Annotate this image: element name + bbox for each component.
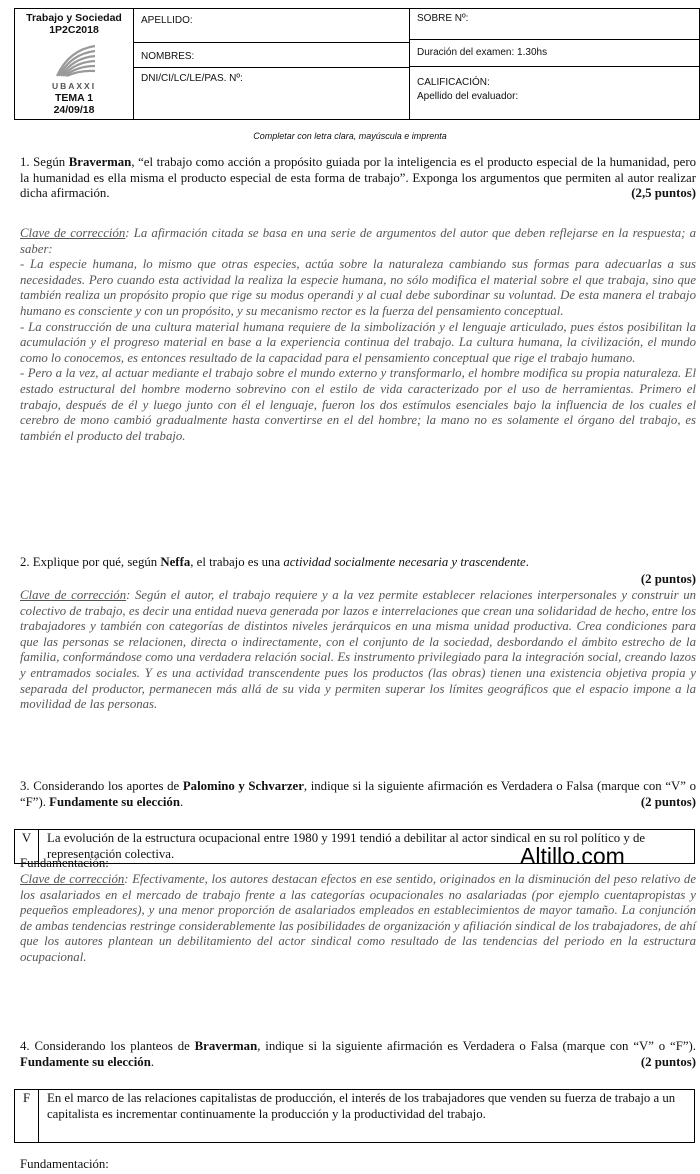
q4-statement: En el marco de las relaciones capitalistas de producción, el interés de los trabajadores que venden su fuerza de trabajo a un capitalista es incrementar continuamente la producción y la productividad del trabajo.	[47, 1091, 676, 1121]
instructions: Completar con letra clara, mayúscula e imprenta	[253, 131, 447, 141]
q3-fund-label: Fundamentación:	[20, 856, 109, 870]
q3-author: Palomino y Schvarzer	[182, 779, 304, 793]
q4-author: Braverman	[194, 1039, 258, 1053]
q4-statement-box	[14, 1089, 695, 1143]
sobre-field[interactable]: SOBRE Nº:	[417, 13, 469, 24]
q1-key-point-3: - Pero a la vez, al actuar mediante el trabajo sobre el mundo externo y transformarlo, el hombre modifica su propia naturaleza. El estado estructural del hombre moderno sobrevino con el estilo de vida caracterizado por el uso de herramientas. Primero el trabajo, después de él y luego junto con él el lenguaje, fueron los dos estímulos esenciales bajo la influencia de los cuales el cerebro de mono cambió gradualmente hasta convertirse en el del hombre; la mano no es solamente el órgano del trabajo, es también el producto del trabajo.	[20, 366, 696, 443]
exam-header	[14, 8, 700, 120]
evaluador-field[interactable]: Apellido del evaluador:	[417, 91, 519, 102]
question-3: 3. Considerando los aportes de Palomino y Schvarzer, indique si la siguiente afirmación es Verdadera o Falsa (marque con “V” o “F”). Fundamente su elección. (2 puntos)	[20, 779, 696, 809]
course-block	[15, 9, 134, 119]
q4-points: (2 puntos)	[640, 1054, 696, 1069]
apellido-field[interactable]: APELLIDO:	[141, 15, 193, 26]
q1-key-point-1: - La especie humana, lo mismo que otras especies, actúa sobre la naturaleza cambiando sus formas para adecuarlas a sus necesidades. Pero cuando esta actividad la realiza la especie humana, no sólo modifica el material sobre el que trabaja, sino que también realiza un propósito propio que rige su modus operandi y al cual debe subordinar su voluntad. De esta manera el trabajo humano es consciente y con un propósito, y su mecanismo rector es la fuerza del pensamiento conceptual.	[20, 257, 696, 318]
tema: TEMA 1	[54, 92, 94, 104]
course-name: Trabajo y Sociedad	[26, 12, 122, 24]
q4-fund-label: Fundamentación:	[20, 1157, 109, 1171]
q1-key-point-2: - La construcción de una cultura material humana requiere de la simbolización y el lenguaje articulado, pues éstos posibilitan la acumulación y el progreso material en base a la experiencia continua del trabajo. La cultura humana, la civilización, el mundo como lo conocemos, es entonces resultado de la capacidad para el pensamiento conceptual que rige el trabajo humano.	[20, 319, 696, 365]
q4-vf-mark[interactable]: F	[15, 1090, 39, 1142]
ubaxxi-logo-icon	[49, 40, 99, 80]
q2-answer-key: Clave de corrección: Según el autor, el trabajo requiere y a la vez permite establecer relaciones interpersonales y construir un colectivo de trabajo, es decir una entidad nueva generada por lazos e interrelaciones que crean una solidaridad de hecho, entre los trabajadores y también con categorías de distintos niveles jerárquicos en una misma unidad productiva. Crea condiciones para que las personas se relacionen, directa o indirectamente, con el conjunto de la sociedad, desbordando el ámbito estrecho de la familia, conformándose como una verdadera relación social. Es instrumento privilegiado para la integración social, creando lazos y entramados sociales. Y es una actividad transcendente pues los productos (las obras) tienen una existencia objetiva propia y separada del productor, permanecen más allá de su vida y permiten superar los límites geográficos que el espacio impone a la movilidad de las personas.	[20, 588, 696, 712]
nombres-field[interactable]: NOMBRES:	[141, 51, 195, 62]
exam-code: 1P2C2018	[49, 24, 99, 36]
question-2: 2. Explique por qué, según Neffa, el trabajo es una actividad socialmente necesaria y trascendente.	[20, 555, 529, 569]
exam-date: 24/09/18	[53, 104, 95, 116]
watermark: Altillo.com	[520, 843, 625, 869]
q3-points: (2 puntos)	[640, 794, 696, 809]
logo-text: UBAXXI	[51, 81, 97, 91]
q3-vf-mark[interactable]: V	[15, 830, 39, 863]
question-4: 4. Considerando los planteos de Braverman, indique si la siguiente afirmación es Verdadera o Falsa (marque con “V” o “F”). Fundamente su elección. (2 puntos)	[20, 1039, 696, 1069]
question-1: 1. Según Braverman, “el trabajo como acción a propósito guiada por la inteligencia es el producto especial de la humanidad, pero la humanidad es ella misma el producto especial de esta forma de trabajo”. Exponga los argumentos que permiten al autor realizar dicha afirmación. (2,5 puntos)	[20, 155, 696, 201]
calificacion-field[interactable]: CALIFICACIÓN:	[417, 77, 490, 88]
q3-statement: La evolución de la estructura ocupacional entre 1980 y 1991 tendió a debilitar al actor sindical en su rol político y de representación colectiva.	[47, 831, 646, 861]
dni-field[interactable]: DNI/CI/LC/LE/PAS. Nº:	[141, 73, 243, 84]
q1-points: (2,5 puntos)	[631, 186, 696, 201]
duracion-text: Duración del examen: 1.30hs	[417, 47, 548, 58]
q2-author: Neffa	[160, 555, 191, 569]
q3-answer-key: Clave de corrección: Efectivamente, los autores destacan efectos en ese sentido, originados en la disminución del peso relativo de los asalariados en el mercado de trabajo frente a las categorías ocupacionales no asalariadas (por ejemplo cuentapropistas y pequeños empleadores), y una menor proporción de asalariados empleados en establecimientos de mayor tamaño. La conjunción de ambas tendencias restringe considerablemente las posibilidades de organización y afiliación sindical de los trabajadores, de ahí que los autores plantean un debilitamiento del actor sindical como resultado de las tendencias del periodo en la estructura ocupacional.	[20, 872, 697, 964]
q1-author: Braverman	[68, 155, 132, 169]
q1-answer-key: Clave de corrección: La afirmación citada se basa en una serie de argumentos del autor que deben reflejarse en la respuesta; a saber: - La especie humana, lo mismo que otras especies, actúa sobre la naturaleza cambiando sus formas para adecuarlas a sus necesidades. Pero cuando esta actividad la realiza la especie humana, no sólo modifica el material sobre el que trabaja, sino que también realiza un propósito propio que rige su modus operandi y al cual debe subordinar su voluntad. De esta manera el trabajo humano es consciente y con un propósito, y su mecanismo rector es la fuerza del pensamiento conceptual. - La construcción de una cultura material humana requiere de la simbolización y el lenguaje articulado, pues éstos posibilitan la acumulación y el progreso material en base a la experiencia continua del trabajo. La cultura humana, la civilización, el mundo como lo conocemos, es entonces resultado de la capacidad para el pensamiento conceptual que rige el trabajo humano. - Pero a la vez, al actuar mediante el trabajo sobre el mundo externo y transformarlo, el hombre modifica su propia naturaleza. El estado estructural del hombre moderno sobrevino con el estilo de vida caracterizado por el uso de herramientas. Primero el trabajo, después de él y luego junto con él el lenguaje, fueron los dos estímulos esenciales bajo la influencia de los cuales el cerebro de mono cambió gradualmente hasta convertirse en el del hombre; la mano no es solamente el órgano del trabajo, es también el producto del trabajo.	[20, 226, 696, 443]
q2-points: (2 puntos)	[640, 572, 696, 586]
